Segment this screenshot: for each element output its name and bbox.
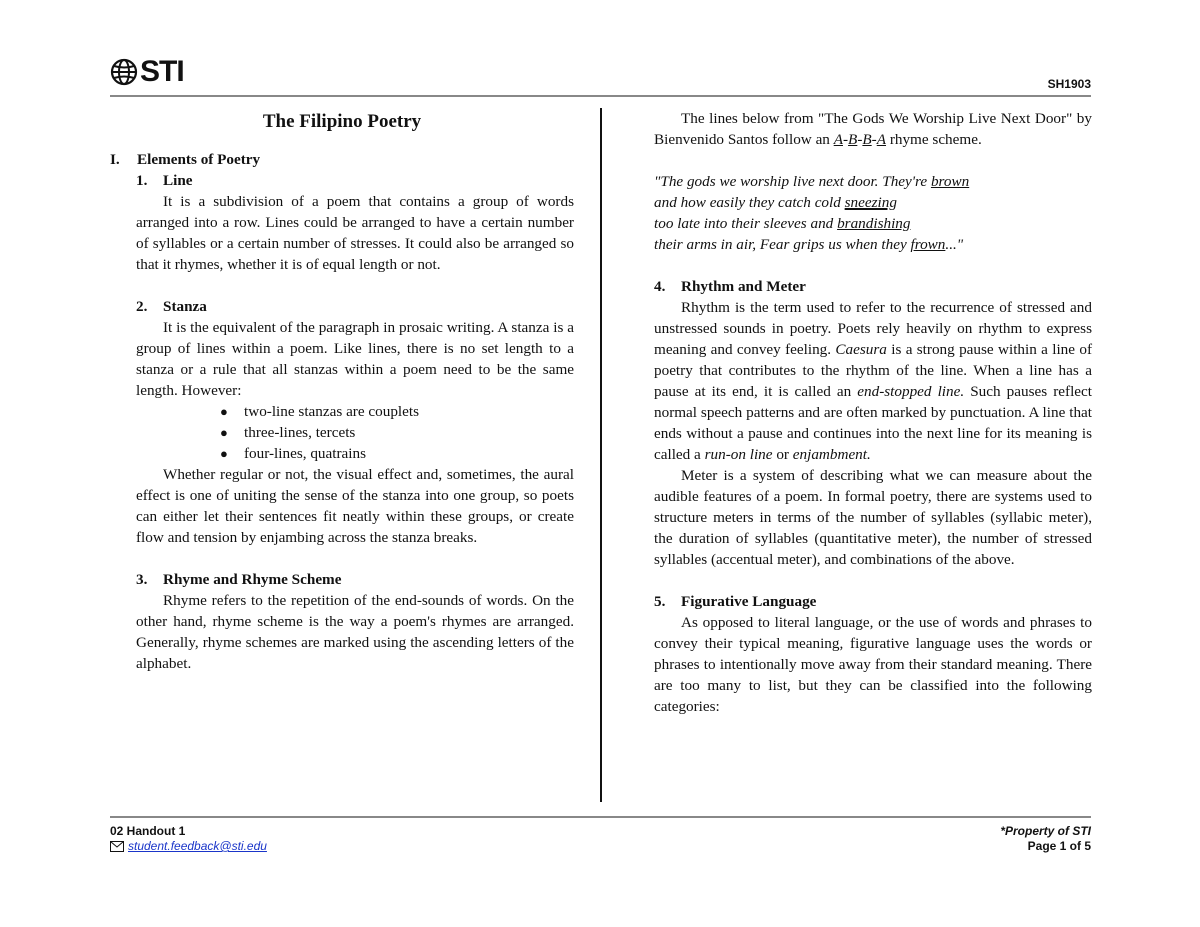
stanza-bullet-list [110,401,574,464]
footer-rule [110,816,1091,818]
column-divider [600,108,602,802]
list-item: ● four-lines, quatrains [220,445,367,462]
footer-left [110,824,267,854]
left-column [110,108,574,674]
subheading-figurative [654,591,1092,612]
globe-icon [110,58,138,86]
section-label: Elements of Poetry [137,151,261,168]
subheading-label: Rhyme and Rhyme Scheme [163,571,342,588]
page-number: Page 1 of 5 [1027,839,1091,853]
right-column [654,108,1092,717]
subheading-number: 1. [136,172,148,189]
subheading-label: Line [163,172,193,189]
property-label: *Property of STI [1000,824,1091,838]
subheading-line [136,170,574,191]
line-paragraph: It is a subdivision of a poem that contains a group of words arranged into a row. Lines could be arranged to have a certain number of syllables or a certain number of stresses. It could also be arranged so that it rhymes, whether it is of equal length or not. [136,193,574,273]
handout-label: 02 Handout 1 [110,824,186,838]
document-code: SH1903 [1047,77,1091,91]
meter-paragraph: Meter is a system of describing what we can measure about the audible features of a poem. In formal poetry, there are systems used to structure meters in terms of the number of syllables (syllabic meter), the duration of syllables (quantitative meter), the number of stressed syllables (accentual meter), and combinations of the above. [654,467,1092,568]
subheading-rhyme [136,569,574,590]
stanza-paragraph: It is the equivalent of the paragraph in prosaic writing. A stanza is a group of lines within a poem. Like lines, there is no set length to a stanza or a rule that all stanzas within a poem need to be the same length. However: [136,319,574,399]
list-item: ● three-lines, tercets [220,424,356,441]
quote-line: their arms in air, Fear grips us when they frown..." [654,236,964,253]
subheading-label: Rhythm and Meter [681,278,806,295]
quote-line: too late into their sleeves and brandishing [654,215,911,232]
rhyme-letter: A [876,131,887,148]
rhyme-letter: A [833,131,843,148]
header-rule [110,95,1091,97]
envelope-icon [110,841,124,852]
logo-text: STI [140,55,184,88]
subheading-number: 5. [654,593,666,610]
rhyme-letter: B [848,131,858,148]
subheading-number: 4. [654,278,666,295]
quote-line: and how easily they catch cold sneezing [654,194,897,211]
list-item: ● two-line stanzas are couplets [220,403,420,420]
subheading-rhythm [654,276,1092,297]
bullet-icon: ● [220,425,228,440]
feedback-email-link[interactable]: student.feedback@sti.edu [128,839,267,853]
rhyme-letter: B [862,131,872,148]
page-title: The Filipino Poetry [262,111,422,132]
section-heading [110,149,574,170]
figurative-paragraph: As opposed to literal language, or the use of words and phrases to convey their typical meaning, figurative language uses the words or phrases to intentionally move away from their standard meaning. There are too many to list, but they can be classified into the following categories: [654,614,1092,715]
poem-quote [654,171,1092,255]
section-number: I. [110,151,120,168]
footer-right [1000,824,1091,854]
rhyme-intro-paragraph: The lines below from "The Gods We Worship Live Next Door" by Bienvenido Santos follow an A-B-B-A rhyme scheme. [654,110,1092,148]
subheading-label: Stanza [163,298,207,315]
bullet-icon: ● [220,446,228,461]
feedback-contact [110,839,267,854]
rhythm-paragraph: Rhythm is the term used to refer to the recurrence of stressed and unstressed sounds in poetry. Poets rely heavily on rhythm to express meaning and convey feeling. Caesura is a strong pause within a line of poetry that contributes to the rhythm of the line. When a line has a pause at its end, it is called an end-stopped line. Such pauses reflect normal speech patterns and are often marked by punctuation. A line that ends without a pause and continues into the next line for its meaning is called a run-on line or enjambment. [654,299,1092,463]
subheading-label: Figurative Language [681,593,817,610]
sti-logo [110,55,184,89]
subheading-number: 3. [136,571,148,588]
stanza-paragraph-2: Whether regular or not, the visual effect and, sometimes, the aural effect is one of uniting the sense of the stanza into one group, so poets can either let their sentences fit neatly within these groups, or create flow and tension by enjambing across the stanza breaks. [136,466,574,546]
rhyme-paragraph: Rhyme refers to the repetition of the end-sounds of words. On the other hand, rhyme scheme is the way a poem's rhymes are arranged. Generally, rhyme schemes are marked using the ascending letters of the alphabet. [136,592,574,672]
bullet-icon: ● [220,404,228,419]
subheading-stanza [136,296,574,317]
quote-line: "The gods we worship live next door. They're brown [654,173,970,190]
subheading-number: 2. [136,298,148,315]
